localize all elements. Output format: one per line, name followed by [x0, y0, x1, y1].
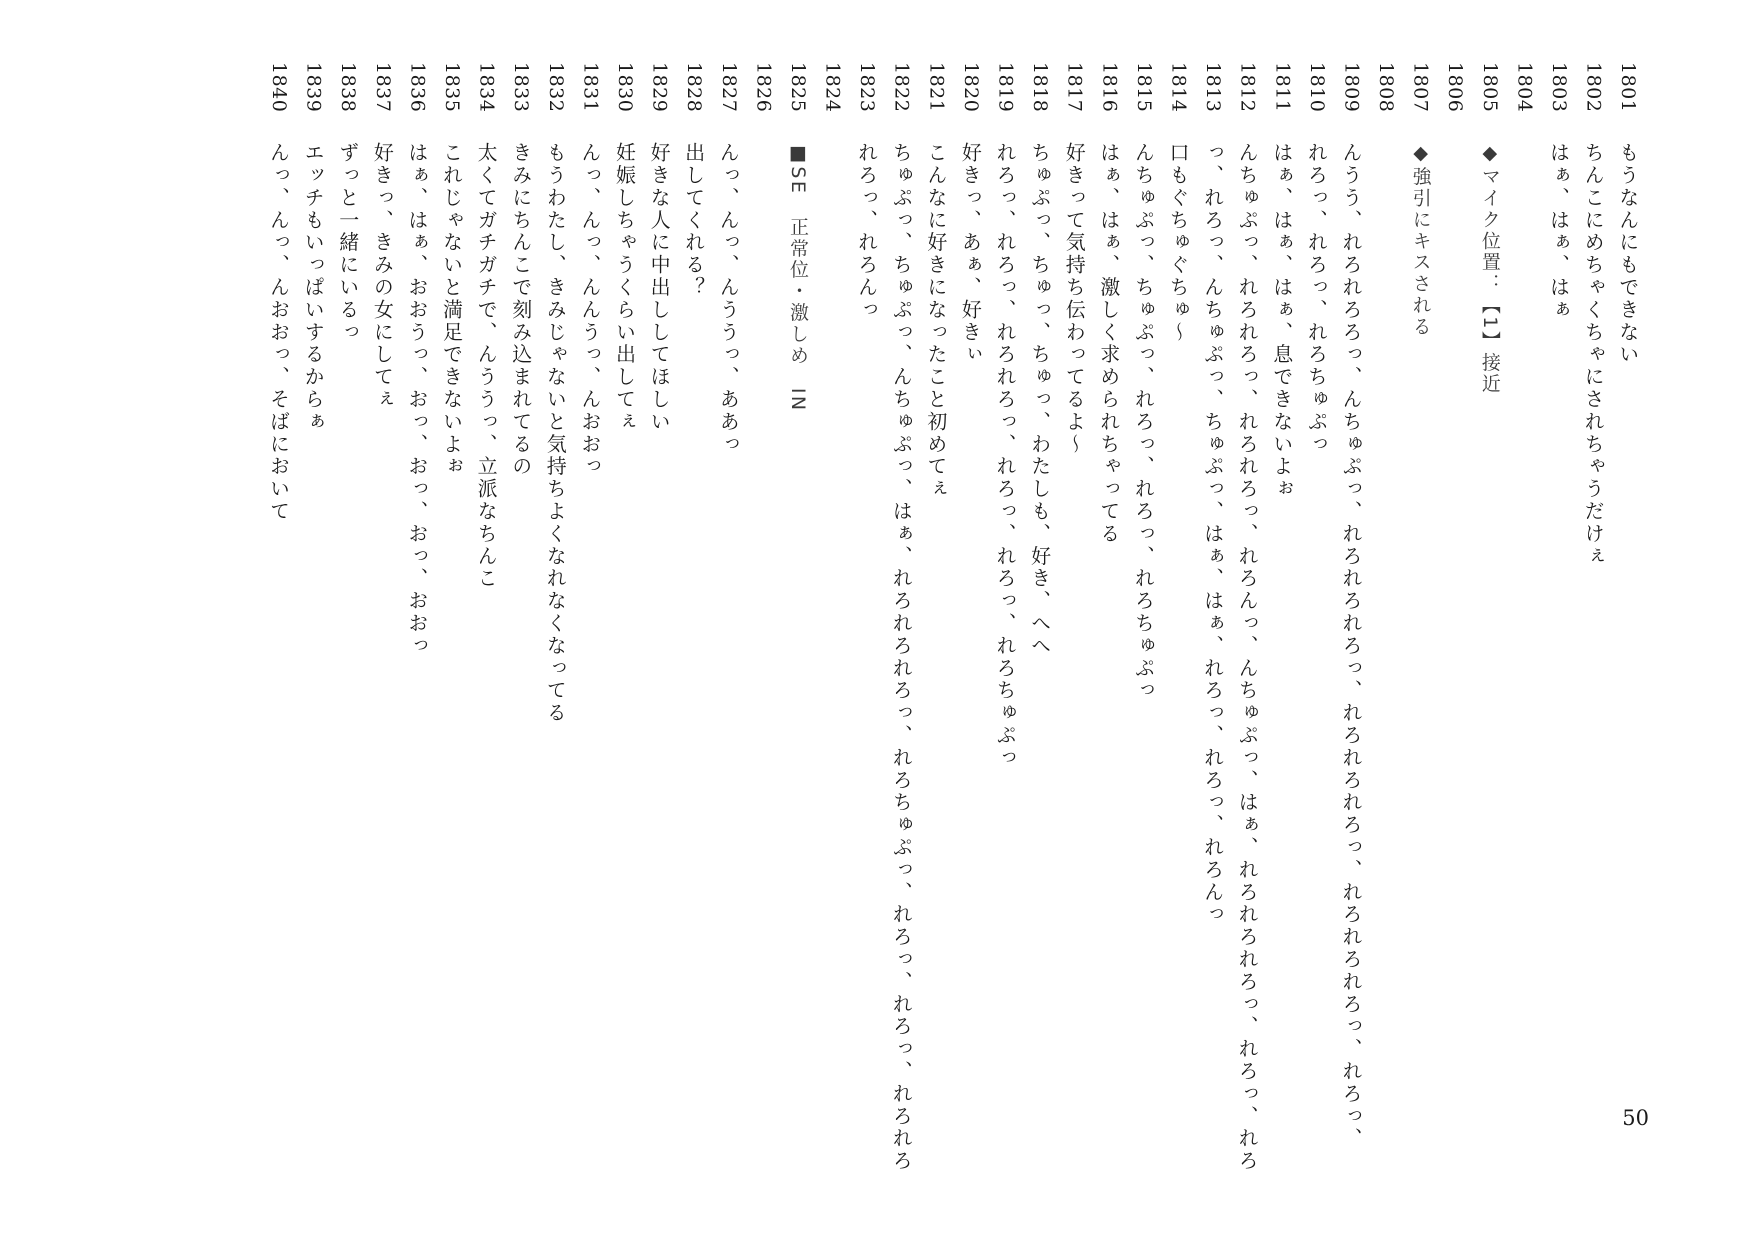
page-number: 50: [1622, 1106, 1649, 1130]
script-line: [953, 62, 988, 1102]
script-line: [1299, 62, 1334, 1102]
dialogue-text: れろっ、れろっ、れろれろっ、れろっ、れろっ、れろちゅぷっ: [993, 142, 1018, 770]
line-number: 1806: [1444, 62, 1467, 113]
script-line: [1264, 62, 1299, 1102]
script-line: [261, 62, 296, 1102]
stage-direction: ■SE 正常位・激しめ IN: [786, 142, 809, 413]
dialogue-text: はぁ、はぁ、はぁ: [1546, 142, 1571, 322]
line-number: 1804: [1513, 62, 1536, 113]
line-number: 1812: [1236, 62, 1259, 113]
dialogue-text: んちゅぷっ、ちゅぷっ、れろっ、れろっ、れろちゅぷっ: [1131, 142, 1156, 702]
script-line: [1610, 62, 1645, 1102]
script-line: [400, 62, 435, 1102]
script-line: [919, 62, 954, 1102]
dialogue-text: これじゃないと満足できないよぉ: [439, 142, 464, 478]
line-number: 1830: [613, 62, 636, 113]
dialogue-text: れろっ、れろんっ: [854, 142, 879, 322]
stage-direction: ◆強引にキスされる: [1409, 142, 1432, 338]
line-number: 1802: [1582, 62, 1605, 113]
dialogue-text: もうわたし、きみじゃないと気持ちよくなれなくなってる: [543, 142, 568, 725]
line-number: 1835: [441, 62, 464, 113]
line-number: 1819: [994, 62, 1017, 113]
line-number: 1823: [856, 62, 879, 113]
line-number: 1828: [683, 62, 706, 113]
dialogue-text: 好きって気持ち伝わってるよ～: [1062, 142, 1087, 456]
dialogue-text: こんなに好きになったこと初めてぇ: [923, 142, 948, 501]
dialogue-text: 口もぐちゅぐちゅ～: [1165, 142, 1190, 344]
script-line: [1334, 62, 1369, 1150]
line-number: 1808: [1375, 62, 1398, 113]
script-line: [1576, 62, 1611, 1102]
line-number: 1811: [1271, 62, 1294, 113]
dialogue-text: っ、れろっ、んちゅぷっ、ちゅぷっ、はぁ、はぁ、れろっ、れろっ、れろんっ: [1200, 142, 1225, 926]
dialogue-text: 好きっ、あぁ、好きぃ: [958, 142, 983, 366]
script-line: [1092, 62, 1127, 1102]
line-number: 1838: [337, 62, 360, 113]
line-number: 1816: [1098, 62, 1121, 113]
line-number: 1818: [1029, 62, 1052, 113]
script-line: [469, 62, 504, 1102]
script-line: [746, 62, 781, 1102]
line-number: 1833: [510, 62, 533, 113]
line-number: 1831: [579, 62, 602, 113]
line-number: 1805: [1478, 62, 1501, 113]
script-line: [1195, 62, 1230, 1102]
script-line: [1161, 62, 1196, 1102]
script-line: [1022, 62, 1057, 1102]
dialogue-text: 妊娠しちゃうくらい出してぇ: [612, 142, 637, 434]
script-line: [1230, 62, 1265, 1173]
dialogue-text: 太くてガチガチで、んううっ、立派なちんこ: [474, 142, 499, 590]
script-line: [434, 62, 469, 1102]
script-line: [1368, 62, 1403, 1102]
stage-direction: ◆マイク位置：【1】接近: [1478, 142, 1501, 395]
script-line: [1437, 62, 1472, 1102]
line-number: 1814: [1167, 62, 1190, 113]
script-line: [676, 62, 711, 1102]
script-line: [538, 62, 573, 1102]
script-line: [988, 62, 1023, 1102]
dialogue-text: はぁ、はぁ、激しく求められちゃってる: [1096, 142, 1121, 546]
script-line: [365, 62, 400, 1102]
script-line: [503, 62, 538, 1102]
line-number: 1832: [544, 62, 567, 113]
dialogue-text: 出してくれる？: [681, 142, 706, 299]
line-number: 1839: [302, 62, 325, 113]
line-number: 1829: [648, 62, 671, 113]
line-number: 1826: [752, 62, 775, 113]
dialogue-text: れろっ、れろっ、れろちゅぷっ: [1304, 142, 1329, 456]
dialogue-text: はぁ、はぁ、はぁ、息できないよぉ: [1269, 142, 1294, 501]
dialogue-text: んちゅぷっ、れろれろっ、れろれろっ、れろんっ、んちゅぷっ、はぁ、れろれろれろっ、れろっ、れろ: [1235, 142, 1260, 1173]
line-number: 1840: [268, 62, 291, 113]
script-line: [884, 62, 919, 1173]
dialogue-text: んっ、んっ、んおおっ、そばにおいて: [266, 142, 291, 523]
dialogue-text: ちゅぷっ、ちゅぷっ、んちゅぷっ、はぁ、れろれろれろっ、れろちゅぷっ、れろっ、れろっ、れろれろ: [889, 142, 914, 1173]
dialogue-text: エッチもいっぱいするからぁ: [301, 142, 326, 434]
script-line: [1126, 62, 1161, 1102]
line-number: 1813: [1202, 62, 1225, 113]
dialogue-text: ちんこにめちゃくちゃにされちゃうだけぇ: [1581, 142, 1606, 568]
script-line: [815, 62, 850, 1102]
line-number: 1825: [786, 62, 809, 113]
line-number: 1822: [890, 62, 913, 113]
dialogue-text: 好きな人に中出ししてほしい: [647, 142, 672, 434]
script-line: [296, 62, 331, 1102]
line-number: 1821: [925, 62, 948, 113]
script-line: [642, 62, 677, 1102]
line-number: 1807: [1409, 62, 1432, 113]
line-number: 1824: [821, 62, 844, 113]
script-line: [1403, 62, 1438, 1102]
line-number: 1837: [371, 62, 394, 113]
script-line: [1507, 62, 1542, 1102]
dialogue-text: ずっと一緒にいるっ: [335, 142, 360, 344]
line-number: 1817: [1063, 62, 1086, 113]
script-line: [1541, 62, 1576, 1102]
dialogue-text: んうう、れろれろろっ、んちゅぷっ、れろれろれろっ、れろれろれろっ、れろれろれろっ、れろっ、: [1338, 142, 1363, 1150]
dialogue-text: もうなんにもできない: [1615, 142, 1640, 366]
script-line: [573, 62, 608, 1102]
dialogue-text: んっ、んっ、んううっ、ああっ: [716, 142, 741, 456]
line-number: 1801: [1617, 62, 1640, 113]
script-line: [849, 62, 884, 1102]
line-number: 1810: [1305, 62, 1328, 113]
line-number: 1809: [1340, 62, 1363, 113]
dialogue-text: ちゅぷっ、ちゅっ、ちゅっ、わたしも、好き、へへ: [1027, 142, 1052, 658]
dialogue-text: んっ、んっ、んんうっ、んおおっ: [577, 142, 602, 478]
line-number: 1827: [717, 62, 740, 113]
line-number: 1815: [1132, 62, 1155, 113]
script-line: [1057, 62, 1092, 1102]
dialogue-text: きみにちんこで刻み込まれてるの: [508, 142, 533, 478]
script-line: [780, 62, 815, 1102]
script-line: [1472, 62, 1507, 1102]
line-number: 1836: [406, 62, 429, 113]
dialogue-text: はぁ、はぁ、おおうっ、おっ、おっ、おっ、おおっ: [404, 142, 429, 658]
line-number: 1820: [959, 62, 982, 113]
line-number: 1803: [1548, 62, 1571, 113]
line-number: 1834: [475, 62, 498, 113]
script-line: [711, 62, 746, 1102]
script-line: [330, 62, 365, 1102]
dialogue-text: 好きっ、きみの女にしてぇ: [370, 142, 395, 411]
script-line: [607, 62, 642, 1102]
